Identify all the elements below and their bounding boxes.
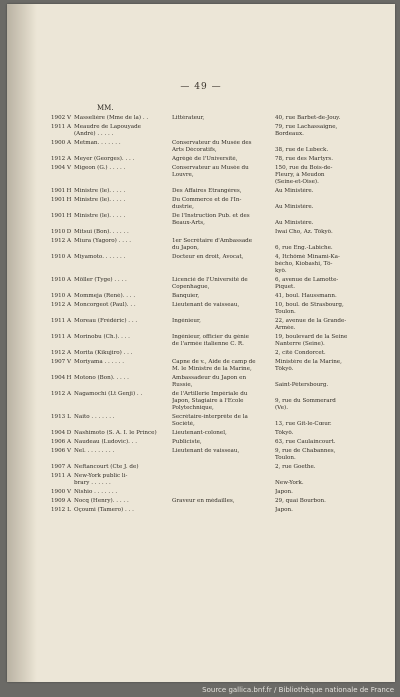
entry-address-line: 150, rue du Bois-de- xyxy=(275,165,333,171)
entry-name-line: Masselière (Mme de la) . . xyxy=(74,115,149,121)
entry-address-line: 9, rue du Sommerard xyxy=(275,398,336,404)
entry-address xyxy=(275,188,375,195)
entry-profession xyxy=(172,489,270,496)
entry-name-line: Nashimoto (S. A. I. le Prince) xyxy=(74,430,157,436)
entry-category: A xyxy=(66,498,72,504)
entry-year: 1901 xyxy=(51,213,66,219)
entry-category: L xyxy=(67,507,71,513)
entry-year: 1904 xyxy=(51,165,66,171)
entry-name xyxy=(74,448,170,455)
entry-name-line: Morita (Kikujiro) . . . xyxy=(74,350,133,356)
entry-profession-line: Société, xyxy=(172,421,195,427)
entry-year: 1904 xyxy=(51,375,66,381)
page-number: — 49 — xyxy=(180,82,222,92)
entry-address-line: Toulon. xyxy=(275,455,296,461)
entry-profession-line: Arts Décoratifs, xyxy=(172,147,217,153)
entry-category: V xyxy=(66,448,72,454)
entry-profession xyxy=(172,140,270,154)
entry-year: 1906 xyxy=(51,448,66,454)
entry-profession xyxy=(172,115,270,122)
entry-category: A xyxy=(66,156,72,162)
entry-year: 1911 xyxy=(51,334,66,340)
entry-name-line: Meyer (Georges). . . . xyxy=(74,156,135,162)
entry-name xyxy=(74,254,170,261)
entry-year: 1901 xyxy=(51,197,66,203)
entry-profession-line: Docteur en droit, Avocat, xyxy=(172,254,244,260)
entry-profession-line: Agrégé de l'Université, xyxy=(172,156,238,162)
entry-year: 1902 xyxy=(51,115,66,121)
entry-address-line: 22, avenue de la Grande- xyxy=(275,318,347,324)
entry-name-line: Naito . . . . . . . xyxy=(74,414,115,420)
entry-profession-line: Japon, Stagiaire à l'École xyxy=(172,398,244,404)
entry-category: H xyxy=(66,375,72,381)
member-entry xyxy=(51,464,381,471)
entry-profession xyxy=(172,213,270,227)
entry-name xyxy=(74,498,170,505)
entry-name xyxy=(74,489,170,496)
entry-profession-line: Graveur en médailles, xyxy=(172,498,235,504)
entry-address xyxy=(275,115,375,122)
entry-profession-line: Ambassadeur du Japon en xyxy=(172,375,247,381)
entry-address-line xyxy=(275,140,375,147)
entry-address xyxy=(275,439,375,446)
entry-profession-line: Du Commerce et de l'In- xyxy=(172,197,242,203)
entry-name-line: Morinobu (Ch.). . . . xyxy=(74,334,130,340)
member-entry xyxy=(51,375,381,389)
member-entry xyxy=(51,350,381,357)
member-entry xyxy=(51,414,381,428)
entry-name xyxy=(74,391,170,398)
entry-profession xyxy=(172,188,270,195)
entry-profession xyxy=(172,254,270,261)
entry-name xyxy=(74,156,170,163)
entry-profession xyxy=(172,238,270,252)
entry-profession xyxy=(172,473,270,480)
entry-address-line xyxy=(275,213,375,220)
entry-name-line: Neftancourt (Cte J. de) xyxy=(74,464,139,470)
entry-address-line: 2, cité Condorcet. xyxy=(275,350,326,356)
entry-name-line: Metman. . . . . . . xyxy=(74,140,121,146)
entry-profession-line: Copenhague, xyxy=(172,284,210,290)
member-entry xyxy=(51,448,381,462)
entry-name-line: Nagamochi (Lt Genji) . . xyxy=(74,391,143,397)
entry-name xyxy=(74,229,170,236)
entry-address-line: 13, rue Git-le-Cœur. xyxy=(275,421,332,427)
entry-year: 1906 xyxy=(51,439,66,445)
entry-category: A xyxy=(66,391,72,397)
entry-profession xyxy=(172,334,270,348)
entry-year: 1912 xyxy=(51,156,66,162)
entry-profession-line: De l'Instruction Pub. et des xyxy=(172,213,250,219)
member-entry xyxy=(51,277,381,291)
member-entry xyxy=(51,334,381,348)
entry-name xyxy=(74,277,170,284)
entry-address xyxy=(275,473,375,487)
entry-address-line: Nanterre (Seine). xyxy=(275,341,325,347)
entry-address xyxy=(275,238,375,252)
entry-name xyxy=(74,359,170,366)
entry-address-line: Japon. xyxy=(275,489,293,495)
entry-address xyxy=(275,489,375,496)
entry-category: H xyxy=(66,197,72,203)
entry-address xyxy=(275,375,375,389)
entry-category: A xyxy=(66,302,72,308)
entry-profession-line: Secrétaire-interprète de la xyxy=(172,414,248,420)
entry-year: 1900 xyxy=(51,140,66,146)
member-entry xyxy=(51,498,381,505)
member-entry xyxy=(51,439,381,446)
entry-name-line: brary . . . . . . xyxy=(74,480,111,486)
entry-name xyxy=(74,334,170,341)
entry-address xyxy=(275,140,375,154)
entry-name-line: Oçoumi (Tamero) . . . xyxy=(74,507,134,513)
entry-name-line: Moncorgeot (Paul). . . xyxy=(74,302,136,308)
member-entry xyxy=(51,254,381,275)
entry-address xyxy=(275,464,375,471)
entry-address xyxy=(275,448,375,462)
entry-address-line: Au Ministère. xyxy=(275,220,314,226)
entry-year: 1912 xyxy=(51,302,66,308)
entry-address-line: Bordeaux. xyxy=(275,131,304,137)
entry-year: 1911 xyxy=(51,318,66,324)
entry-profession xyxy=(172,124,270,131)
member-entry xyxy=(51,430,381,437)
entry-name xyxy=(74,115,170,122)
entry-address-line: Tôkyô. xyxy=(275,366,294,372)
entry-address-line: kyô. xyxy=(275,268,287,274)
entry-category: A xyxy=(66,254,72,260)
entry-address-line: 6, rue Eng.-Labiche. xyxy=(275,245,333,251)
entry-name-line: Möller (Tyge) . . . . xyxy=(74,277,127,283)
entry-profession xyxy=(172,229,270,236)
entry-profession-line: Beaux-Arts, xyxy=(172,220,205,226)
entry-name-line: New-York public li- xyxy=(74,473,128,479)
member-entry xyxy=(51,391,381,412)
entry-address-line: 40, rue Barbet-de-Jouy. xyxy=(275,115,341,121)
entry-address-line: Saint-Pétersbourg. xyxy=(275,382,329,388)
entry-address xyxy=(275,293,375,300)
entry-address-line: Toulon. xyxy=(275,309,296,315)
entry-address-line: Iwai Cho, Az. Tôkyô. xyxy=(275,229,333,235)
entry-profession xyxy=(172,165,270,179)
member-entry xyxy=(51,140,381,154)
entry-profession-line: 1er Secrétaire d'Ambassade xyxy=(172,238,253,244)
entry-name xyxy=(74,124,170,138)
entry-address xyxy=(275,302,375,316)
entry-profession-line: Capne de v., Aide de camp de xyxy=(172,359,256,365)
entry-profession xyxy=(172,318,270,325)
entry-year: 1910 xyxy=(51,254,66,260)
entry-address-line: Tôkyô. xyxy=(275,430,294,436)
entry-profession xyxy=(172,448,270,455)
entry-address-line xyxy=(275,197,375,204)
entry-profession-line: du Japon, xyxy=(172,245,199,251)
entry-profession-line: Russie, xyxy=(172,382,193,388)
scanned-page xyxy=(7,4,395,682)
entry-address-line: 2, rue Goethe. xyxy=(275,464,316,470)
source-credit[interactable]: Source gallica.bnf.fr / Bibliothèque nationale de France xyxy=(202,686,394,694)
entry-category: A xyxy=(66,334,72,340)
entry-name xyxy=(74,302,170,309)
entry-profession xyxy=(172,156,270,163)
entry-profession xyxy=(172,350,270,357)
member-entry xyxy=(51,188,381,195)
page-gutter-shadow xyxy=(7,4,37,682)
entry-name-line: Ministre (le). . . . . xyxy=(74,188,126,194)
entry-profession xyxy=(172,507,270,514)
entry-category: V xyxy=(66,489,72,495)
entry-name-line: Nocq (Henry). . . . . xyxy=(74,498,129,504)
entry-name xyxy=(74,430,170,437)
entry-profession-line: Ingénieur, officier du génie xyxy=(172,334,249,340)
member-entry xyxy=(51,473,381,487)
entry-address xyxy=(275,359,375,373)
entry-profession-line: Lieutenant de vaisseau, xyxy=(172,302,240,308)
entry-name-line: Ministre (le). . . . . xyxy=(74,213,126,219)
entry-address-line: Au Ministère. xyxy=(275,204,314,210)
entry-name-line: Moriyama . . . . . . xyxy=(74,359,125,365)
entry-profession-line: Lieutenant-colonel, xyxy=(172,430,227,436)
entry-name-line: Motono (Bon). . . . . xyxy=(74,375,129,381)
member-entry xyxy=(51,213,381,227)
entry-name-line: Naudeau (Ludovic). . . xyxy=(74,439,138,445)
entry-name-line: Ministre (le). . . . . xyxy=(74,197,126,203)
entry-category: A xyxy=(66,124,72,130)
entry-name xyxy=(74,473,170,487)
entry-name xyxy=(74,165,170,172)
entry-profession-line: Des Affaires Étrangères, xyxy=(172,188,242,194)
entry-profession xyxy=(172,498,270,505)
entry-address-line: 78, rue des Martyrs. xyxy=(275,156,334,162)
entry-name xyxy=(74,350,170,357)
entry-profession-line: de l'armée italienne C. R. xyxy=(172,341,244,347)
entry-category: A xyxy=(66,464,72,470)
entry-profession-line: M. le Ministre de la Marine, xyxy=(172,366,252,372)
entry-year: 1904 xyxy=(51,430,66,436)
entry-profession-line: Publiciste, xyxy=(172,439,202,445)
entry-profession xyxy=(172,439,270,446)
entry-name-line: Nel. . . . . . . . . xyxy=(74,448,115,454)
entry-category: H xyxy=(66,213,72,219)
entry-address xyxy=(275,213,375,227)
entry-name-line: Mommeja (René). . . . xyxy=(74,293,136,299)
entry-category: A xyxy=(66,293,72,299)
entry-address-line: 4, Itchômé Minami-Ka- xyxy=(275,254,340,260)
entry-name-line: Miura (Yagoro) . . . . xyxy=(74,238,132,244)
entry-profession-line: dustrie, xyxy=(172,204,194,210)
entry-address xyxy=(275,254,375,275)
entry-year: 1910 xyxy=(51,293,66,299)
entry-name-line: Miyamoto. . . . . . . xyxy=(74,254,126,260)
entry-address-line: (Seine-et-Oise). xyxy=(275,179,319,185)
entry-name-line: (André) . . . . . xyxy=(74,131,114,137)
entry-category: A xyxy=(66,350,72,356)
member-list xyxy=(51,115,381,516)
entry-profession xyxy=(172,414,270,428)
entry-profession-line: Ingénieur, xyxy=(172,318,201,324)
entry-address-line xyxy=(275,238,375,245)
entry-year: 1909 xyxy=(51,498,66,504)
member-entry xyxy=(51,238,381,252)
entry-name xyxy=(74,414,170,421)
entry-profession-line: Polytechnique, xyxy=(172,405,214,411)
entry-profession-line: Littérateur, xyxy=(172,115,205,121)
entry-name-line: Mitsui (Bon). . . . . . xyxy=(74,229,129,235)
entry-address-line xyxy=(275,375,375,382)
entry-address-line: Au Ministère. xyxy=(275,188,314,194)
entry-name xyxy=(74,293,170,300)
entry-category: V xyxy=(66,115,72,121)
entry-year: 1911 xyxy=(51,124,66,130)
entry-address-line xyxy=(275,391,375,398)
member-entry xyxy=(51,165,381,186)
entry-address xyxy=(275,277,375,291)
entry-category: V xyxy=(66,165,72,171)
entry-year: 1912 xyxy=(51,391,66,397)
entry-address-line: New-York. xyxy=(275,480,304,486)
entry-address-line: 10, boul. de Strasbourg, xyxy=(275,302,344,308)
entry-address-line: 63, rue Caulaincourt. xyxy=(275,439,336,445)
entry-category: A xyxy=(66,439,72,445)
entry-year: 1907 xyxy=(51,464,66,470)
entry-profession xyxy=(172,302,270,309)
member-entry xyxy=(51,124,381,138)
entry-name xyxy=(74,238,170,245)
entry-profession xyxy=(172,375,270,389)
member-entry xyxy=(51,359,381,373)
entry-year: 1913 xyxy=(51,414,66,420)
entry-year: 1907 xyxy=(51,359,66,365)
entry-profession-line: Banquier, xyxy=(172,293,200,299)
entry-address xyxy=(275,507,375,514)
entry-name xyxy=(74,213,170,220)
entry-category: L xyxy=(67,414,71,420)
entry-address-line: 41, boul. Haussmann. xyxy=(275,293,337,299)
entry-address xyxy=(275,498,375,505)
entry-name-line: Nishio . . . . . . . xyxy=(74,489,118,495)
entry-name xyxy=(74,464,170,471)
entry-name xyxy=(74,439,170,446)
member-entry xyxy=(51,507,381,514)
entry-address xyxy=(275,124,375,138)
entry-address-line xyxy=(275,414,375,421)
entry-profession xyxy=(172,430,270,437)
entry-address xyxy=(275,156,375,163)
entry-profession xyxy=(172,293,270,300)
entry-year: 1912 xyxy=(51,350,66,356)
member-entry xyxy=(51,302,381,316)
entry-address xyxy=(275,197,375,211)
member-entry xyxy=(51,293,381,300)
member-entry xyxy=(51,489,381,496)
member-entry xyxy=(51,115,381,122)
entry-address xyxy=(275,165,375,186)
entry-category: A xyxy=(66,318,72,324)
entry-category: D xyxy=(66,430,72,436)
entry-profession xyxy=(172,391,270,412)
entry-name-line: Meaudre de Lapouyade xyxy=(74,124,141,130)
entry-name xyxy=(74,140,170,147)
entry-name xyxy=(74,375,170,382)
member-entry xyxy=(51,229,381,236)
entry-profession-line: Lieutenant de vaisseau, xyxy=(172,448,240,454)
section-label: MM. xyxy=(97,104,114,112)
entry-name xyxy=(74,318,170,325)
entry-profession-line: Conservateur au Musée du xyxy=(172,165,249,171)
entry-address-line: Ministère de la Marine, xyxy=(275,359,342,365)
entry-category: H xyxy=(66,188,72,194)
entry-name-line: Moreau (Frédéric) . . . xyxy=(74,318,138,324)
entry-address-line: Japon. xyxy=(275,507,293,513)
entry-address-line: (Ve). xyxy=(275,405,288,411)
entry-address xyxy=(275,350,375,357)
entry-profession xyxy=(172,197,270,211)
entry-category: A xyxy=(66,140,72,146)
entry-address xyxy=(275,414,375,428)
member-entry xyxy=(51,318,381,332)
entry-profession-line: de l'Artillerie Impériale du xyxy=(172,391,248,397)
entry-category: A xyxy=(66,473,72,479)
entry-profession xyxy=(172,277,270,291)
entry-address xyxy=(275,229,375,236)
entry-address-line xyxy=(275,473,375,480)
entry-year: 1912 xyxy=(51,238,66,244)
entry-year: 1901 xyxy=(51,188,66,194)
entry-year: 1910 xyxy=(51,229,66,235)
entry-profession-line: Conservateur du Musée des xyxy=(172,140,252,146)
entry-category: A xyxy=(66,238,72,244)
entry-address-line: Piquet. xyxy=(275,284,296,290)
entry-address-line: 38, rue de Lubeck. xyxy=(275,147,329,153)
entry-name xyxy=(74,188,170,195)
entry-address xyxy=(275,430,375,437)
entry-profession-line: Licencié de l'Université de xyxy=(172,277,248,283)
entry-year: 1910 xyxy=(51,277,66,283)
entry-category: A xyxy=(66,277,72,283)
member-entry xyxy=(51,156,381,163)
member-entry xyxy=(51,197,381,211)
entry-year: 1911 xyxy=(51,473,66,479)
entry-name xyxy=(74,197,170,204)
entry-address xyxy=(275,391,375,412)
entry-address-line: 79, rue Lachassaigne, xyxy=(275,124,338,130)
entry-address-line: 6, avenue de Lamotte- xyxy=(275,277,339,283)
entry-profession xyxy=(172,359,270,373)
entry-profession-line: Louvre, xyxy=(172,172,194,178)
entry-address xyxy=(275,318,375,332)
entry-address-line: bécho, Kiobashi, Tô- xyxy=(275,261,333,267)
entry-address-line: Fleury, à Meudon xyxy=(275,172,325,178)
entry-address xyxy=(275,334,375,348)
entry-profession xyxy=(172,464,270,471)
entry-year: 1912 xyxy=(51,507,66,513)
entry-category: D xyxy=(66,229,72,235)
entry-year: 1900 xyxy=(51,489,66,495)
entry-address-line: 19, boulevard de la Seine xyxy=(275,334,348,340)
entry-name-line: Migeon (G.) . . . . . xyxy=(74,165,126,171)
entry-category: V xyxy=(66,359,72,365)
entry-address-line: Armée. xyxy=(275,325,296,331)
entry-address-line: 9, rue de Chabannes, xyxy=(275,448,336,454)
entry-address-line: 29, quai Bourbon. xyxy=(275,498,326,504)
entry-name xyxy=(74,507,170,514)
